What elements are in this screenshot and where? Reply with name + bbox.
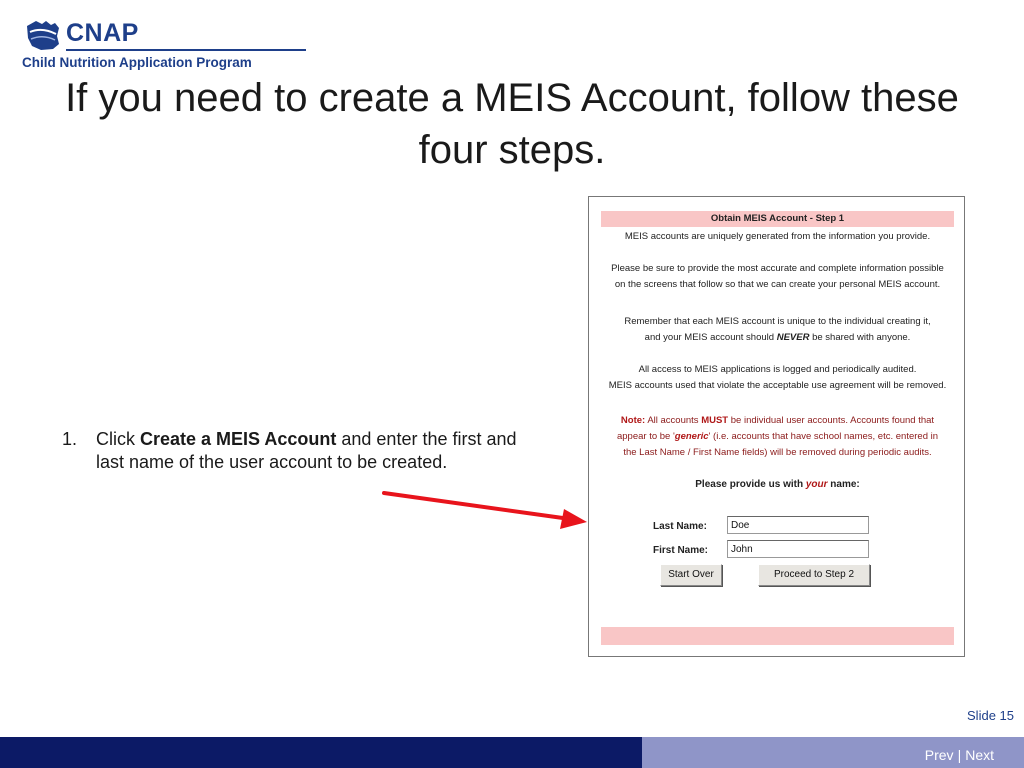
first-name-label: First Name: [653,545,709,556]
prev-link[interactable]: Prev [924,747,954,763]
screenshot-para2-line1: Please be sure to provide the most accurate and complete information possible [611,263,944,274]
logo-text: CNAP [66,19,139,47]
screenshot-footer-bar [601,627,954,645]
pointer-arrow-icon [380,485,590,530]
logo-subtitle: Child Nutrition Application Program [22,55,252,70]
logo-divider [66,49,306,51]
screenshot-intro: MEIS accounts are uniquely generated from the information you provide. [624,231,931,242]
cnap-logo [20,14,310,74]
screenshot-para4-line1: All access to MEIS applications is logged and periodically audited. [638,364,917,375]
proceed-step2-button[interactable]: Proceed to Step 2 [758,564,870,586]
screenshot-note-line1: Note: All accounts MUST be individual user accounts. Accounts found that [620,415,935,426]
screenshot-para3-line2: and your MEIS account should NEVER be shared with anyone. [644,332,911,343]
screenshot-para3-line1: Remember that each MEIS account is unique to the individual creating it, [624,316,931,327]
step-prefix: Click [96,429,140,449]
screenshot-header: Obtain MEIS Account - Step 1 [601,211,954,227]
step-suffix: and enter the first and last name of the user account to be created. [96,429,517,472]
slide-title: If you need to create a MEIS Account, follow these four steps. [65,76,959,172]
last-name-input[interactable]: Doe [727,516,869,534]
next-link[interactable]: Next [965,747,994,763]
last-name-label: Last Name: [653,521,707,532]
meis-screenshot [588,196,965,657]
slide-navigation [925,747,994,763]
footer-bar-dark [0,737,642,768]
step-number: 1. [62,429,78,449]
first-name-input[interactable]: John [727,540,869,558]
screenshot-name-prompt: Please provide us with your name: [695,479,860,490]
step-bold-link-name: Create a MEIS Account [140,429,337,449]
start-over-button[interactable]: Start Over [660,564,722,586]
screenshot-note-line2: appear to be 'generic' (i.e. accounts that have school names, etc. entered in [616,431,939,442]
slide-number: Slide 15 [967,708,1014,723]
nav-separator: | [957,747,962,763]
step-text [96,428,536,474]
wisconsin-map-icon [24,18,62,52]
screenshot-para4-line2: MEIS accounts used that violate the acceptable use agreement will be removed. [608,380,947,391]
screenshot-para2-line2: on the screens that follow so that we can create your personal MEIS account. [614,279,941,290]
screenshot-note-line3: the Last Name / First Name fields) will be removed during periodic audits. [623,447,932,458]
